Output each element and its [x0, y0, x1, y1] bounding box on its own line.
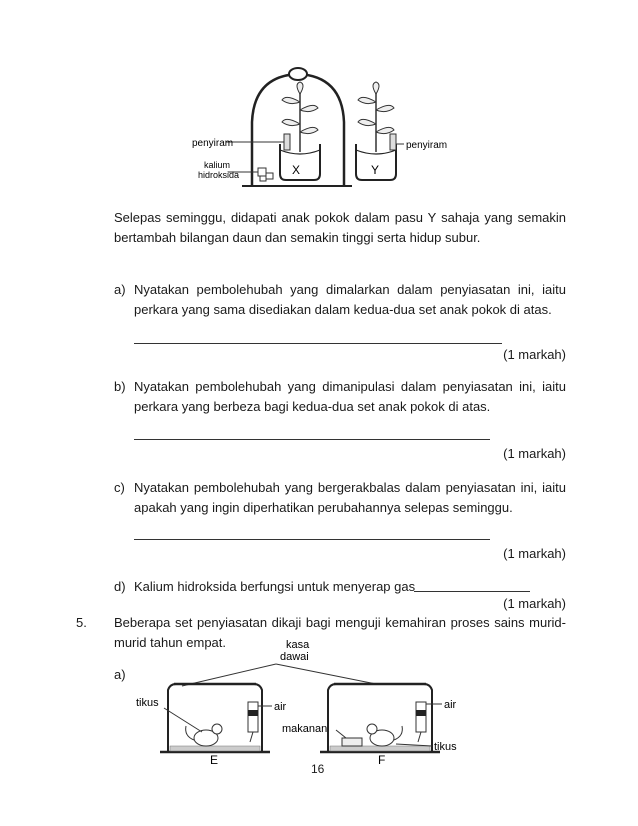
label-air-left: air	[274, 701, 287, 713]
answer-line-b[interactable]	[134, 439, 490, 440]
label-tikus-left: tikus	[136, 697, 159, 709]
question-5a-label: a)	[114, 667, 126, 682]
label-penyiram-left: penyiram	[192, 138, 234, 149]
question-d-line-1: Kalium hidroksida berfungsi untuk menyerap gas	[134, 579, 416, 594]
question-b-line-1: Nyatakan pembolehubah yang dimanipulasi dalam penyiasatan ini, iaitu	[134, 379, 566, 394]
question-a-line-2: perkara yang sama disediakan dalam kedua-dua set anak pokok di atas.	[134, 302, 552, 317]
label-e: E	[210, 753, 219, 767]
label-penyiram-right: penyiram	[406, 140, 448, 151]
label-tikus-right: tikus	[434, 741, 457, 753]
label-dawai: dawai	[280, 651, 309, 663]
label-hidroksida: hidroksida	[198, 170, 240, 180]
label-air-right: air	[444, 699, 457, 711]
marks-b: (1 markah)	[503, 446, 566, 461]
answer-line-a[interactable]	[134, 343, 502, 344]
label-kasa: kasa	[286, 639, 310, 651]
mice-experiment-figure	[130, 634, 470, 767]
question-d-label: d)	[114, 579, 126, 594]
label-makanan: makanan	[282, 723, 328, 735]
intro-line-1: Selepas seminggu, didapati anak pokok dalam pasu Y sahaja yang semakin	[114, 210, 566, 225]
question-c-line-2: apakah yang ingin diperhatikan perubahannya selepas seminggu.	[134, 500, 513, 515]
question-b-line-2: perkara yang berbeza bagi kedua-dua set anak pokok di atas.	[134, 399, 491, 414]
answer-line-d[interactable]	[414, 591, 530, 592]
label-f: F	[378, 753, 386, 767]
question-5-line-2: murid tahun empat.	[114, 635, 227, 650]
marks-c: (1 markah)	[503, 546, 566, 561]
intro-line-2: bertambah bilangan daun dan semakin tinggi serta hidup subur.	[114, 230, 481, 245]
page-number: 16	[311, 762, 325, 776]
question-c-label: c)	[114, 480, 125, 495]
marks-a: (1 markah)	[503, 347, 566, 362]
answer-line-c[interactable]	[134, 539, 490, 540]
question-a-line-1: Nyatakan pembolehubah yang dimalarkan dalam penyiasatan ini, iaitu	[134, 282, 566, 297]
question-b-label: b)	[114, 379, 126, 394]
label-pot-x: X	[292, 163, 301, 177]
label-pot-y: Y	[371, 163, 380, 177]
question-5-number: 5.	[76, 615, 87, 630]
question-5-line-1: Beberapa set penyiasatan dikaji bagi menguji kemahiran proses sains murid-	[114, 615, 566, 630]
question-c-line-1: Nyatakan pembolehubah yang bergerakbalas dalam penyiasatan ini, iaitu	[134, 480, 566, 495]
question-a-label: a)	[114, 282, 126, 297]
bell-jar-figure	[180, 62, 448, 198]
marks-d: (1 markah)	[503, 596, 566, 611]
label-kalium: kalium	[204, 160, 231, 170]
